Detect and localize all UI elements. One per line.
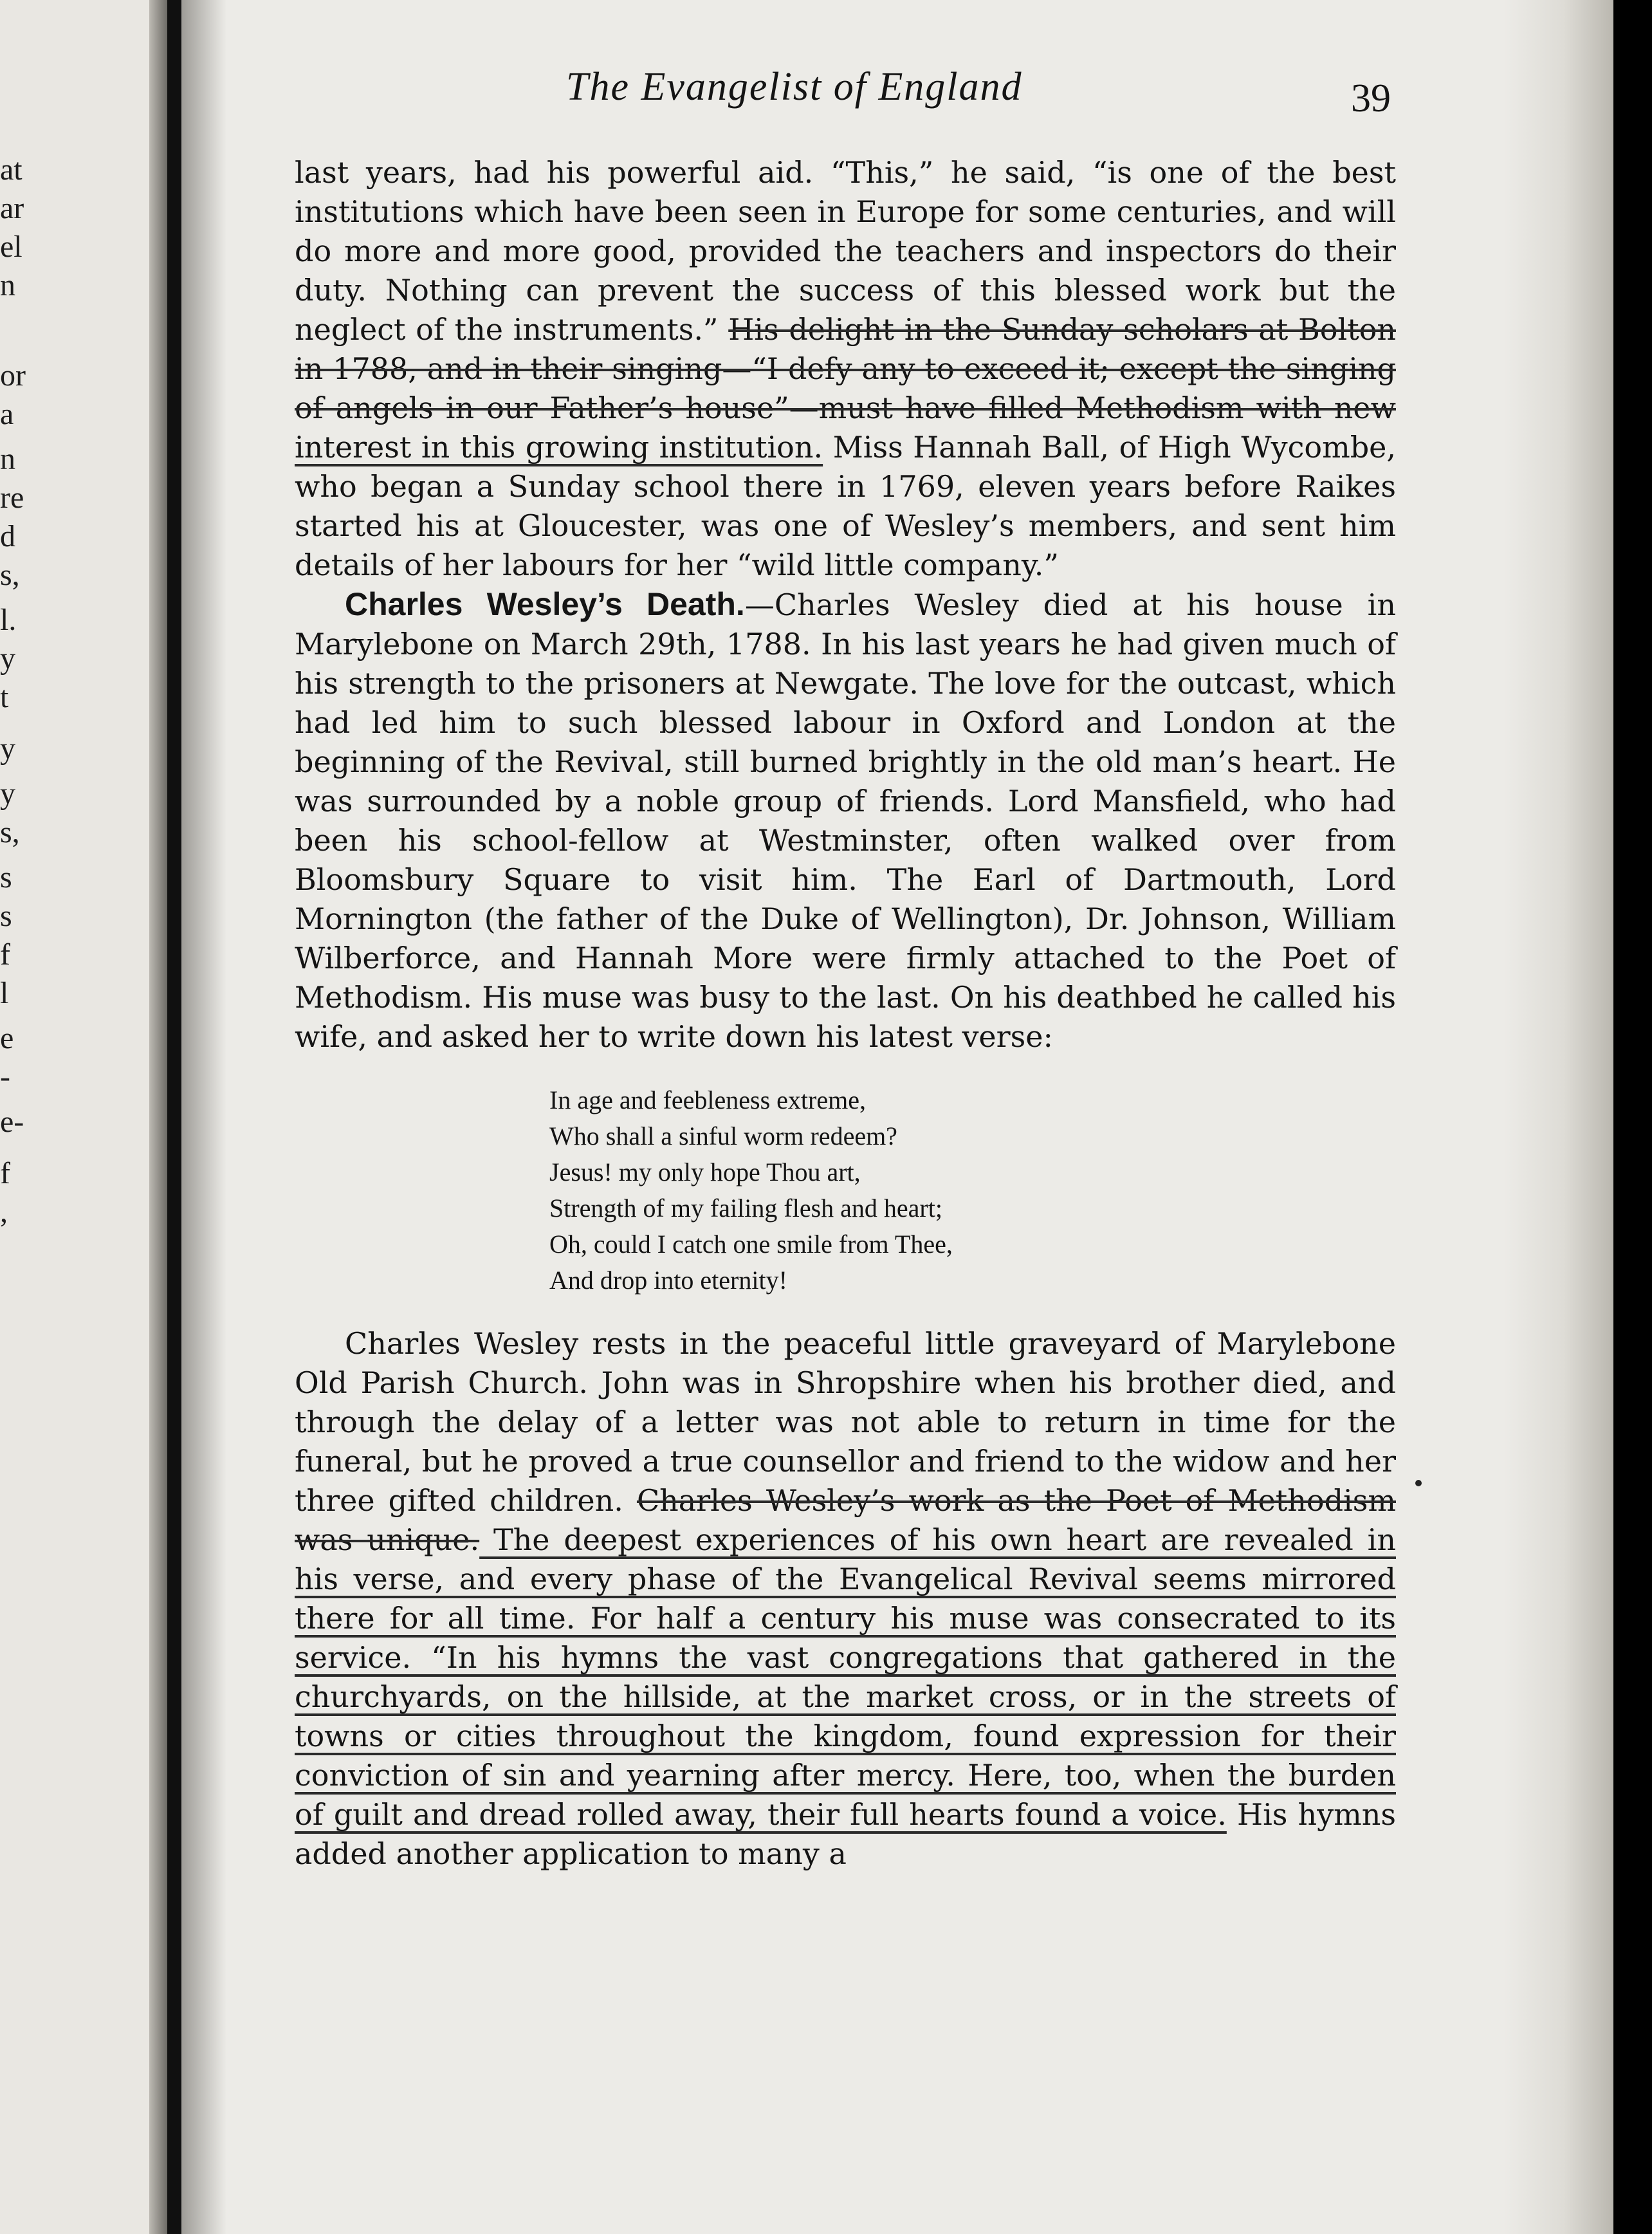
struck-through-passage: Charles Wesley’s work as the Poet of Methodism was unique. <box>295 1483 1396 1557</box>
body-text <box>295 153 1396 1874</box>
scan-border <box>1613 0 1652 2234</box>
poem-line: Strength of my failing flesh and heart; <box>549 1194 942 1223</box>
previous-page-fragment: e <box>0 1021 14 1055</box>
previous-page-fragment: - <box>0 1060 10 1094</box>
paragraph-graveyard <box>295 1324 1396 1874</box>
poem-line: Oh, could I catch one smile from Thee, <box>549 1230 953 1259</box>
poem-line: In age and feebleness extreme, <box>549 1085 866 1114</box>
previous-page-fragment: t <box>0 680 9 714</box>
page-curve-shade <box>181 0 226 2234</box>
paragraph-charles-wesley-death <box>295 585 1396 1057</box>
struck-through-passage: His delight in the Sunday scholars at Bolton in 1788, and in their singing—“I defy any to exceed it; except the singing of angels in our Father’s house”—must have filled Methodism with new <box>295 312 1396 425</box>
previous-page-fragment: ar <box>0 191 24 225</box>
previous-page-fragment: s <box>0 899 12 933</box>
paragraph-text: Miss Hannah Ball, of High Wycombe, who began a Sunday school there in 1769, eleven years before Raikes started his at Gloucester, was one of Wesley’s members, and sent him details of her labours for her “wild little company.” <box>295 430 1396 582</box>
previous-page-fragment: l <box>0 976 9 1010</box>
previous-page-fragment: d <box>0 519 15 553</box>
book-gutter <box>167 0 181 2234</box>
poem-line: Who shall a sinful worm redeem? <box>549 1122 897 1150</box>
previous-page-fragment: f <box>0 1156 10 1190</box>
poem-line: Jesus! my only hope Thou art, <box>549 1158 861 1186</box>
page-fold-shadow <box>149 0 167 2234</box>
previous-page-fragment: a <box>0 397 14 431</box>
previous-page-strip <box>0 0 167 2234</box>
previous-page-fragment: l. <box>0 603 17 637</box>
previous-page-fragment: s, <box>0 815 20 849</box>
previous-page-fragment: n <box>0 442 15 476</box>
previous-page-fragment: s <box>0 860 12 894</box>
previous-page-fragment: y <box>0 777 15 811</box>
previous-page-fragment: y <box>0 732 15 766</box>
previous-page-fragment: or <box>0 358 26 392</box>
previous-page-fragment: , <box>0 1195 8 1229</box>
previous-page-fragment: s, <box>0 558 20 592</box>
poem-verse <box>549 1082 1396 1298</box>
paragraph-text: His hymns added another application to many a <box>295 1797 1396 1871</box>
poem-line: And drop into eternity! <box>549 1266 787 1295</box>
paragraph-text: Charles Wesley rests in the peaceful little graveyard of Marylebone Old Parish Church. John was in Shropshire when his brother died, and through the delay of a letter was not able to return in time for the funeral, but he proved a true counsellor and friend to the widow and her three gifted children. <box>295 1326 1396 1518</box>
previous-page-fragment: at <box>0 152 23 187</box>
previous-page-fragment: el <box>0 230 23 264</box>
underlined-struck-passage: interest in this growing institution. <box>295 430 823 465</box>
previous-page-fragment: e- <box>0 1105 24 1139</box>
previous-page-fragment: re <box>0 481 24 515</box>
previous-page-fragment: f <box>0 937 10 972</box>
previous-page-fragment: y <box>0 642 15 676</box>
section-heading: Charles Wesley’s Death. <box>345 586 745 622</box>
page-number: 39 <box>1351 77 1391 120</box>
previous-page-fragment: n <box>0 268 15 302</box>
paragraph-sunday-schools <box>295 153 1396 585</box>
paragraph-text: —Charles Wesley died at his house in Marylebone on March 29th, 1788. In his last years he had given much of his strength to the prisoners at Newgate. The love for the outcast, which had led him to such blessed labour in Oxford and London at the beginning of the Revival, still burned brightly in the old man’s heart. He was surrounded by a noble group of friends. Lord Mansfield, who had been his school-fellow at Westminster, often walked over from Bloomsbury Square to visit him. The Earl of Dartmouth, Lord Mornington (the father of the Duke of Wellington), Dr. Johnson, William Wilberforce, and Hannah More were firmly attached to the Poet of Methodism. His muse was busy to the last. On his deathbed he called his wife, and asked her to write down his latest verse: <box>295 587 1396 1054</box>
paragraph-text: last years, had his powerful aid. “This,” he said, “is one of the best institutions which have been seen in Europe for some centuries, and will do more and more good, provided the teachers and inspectors do their duty. Nothing can prevent the success of this blessed work but the neglect of the instruments.” <box>295 155 1396 347</box>
underlined-passage: The deepest experiences of his own heart are revealed in his verse, and every phase of the Evangelical Revival seems mirrored there for all time. For half a century his muse was consecrated to its service. “In his hymns the vast congregations that gathered in the churchyards, on the hillside, at the market cross, or in the streets of towns or cities throughout the kingdom, found expression for their conviction of sin and yearning after mercy. Here, too, when the burden of guilt and dread rolled away, their full hearts found a voice. <box>295 1522 1397 1832</box>
ink-speck <box>1415 1480 1422 1486</box>
running-header: The Evangelist of England <box>566 65 1023 109</box>
